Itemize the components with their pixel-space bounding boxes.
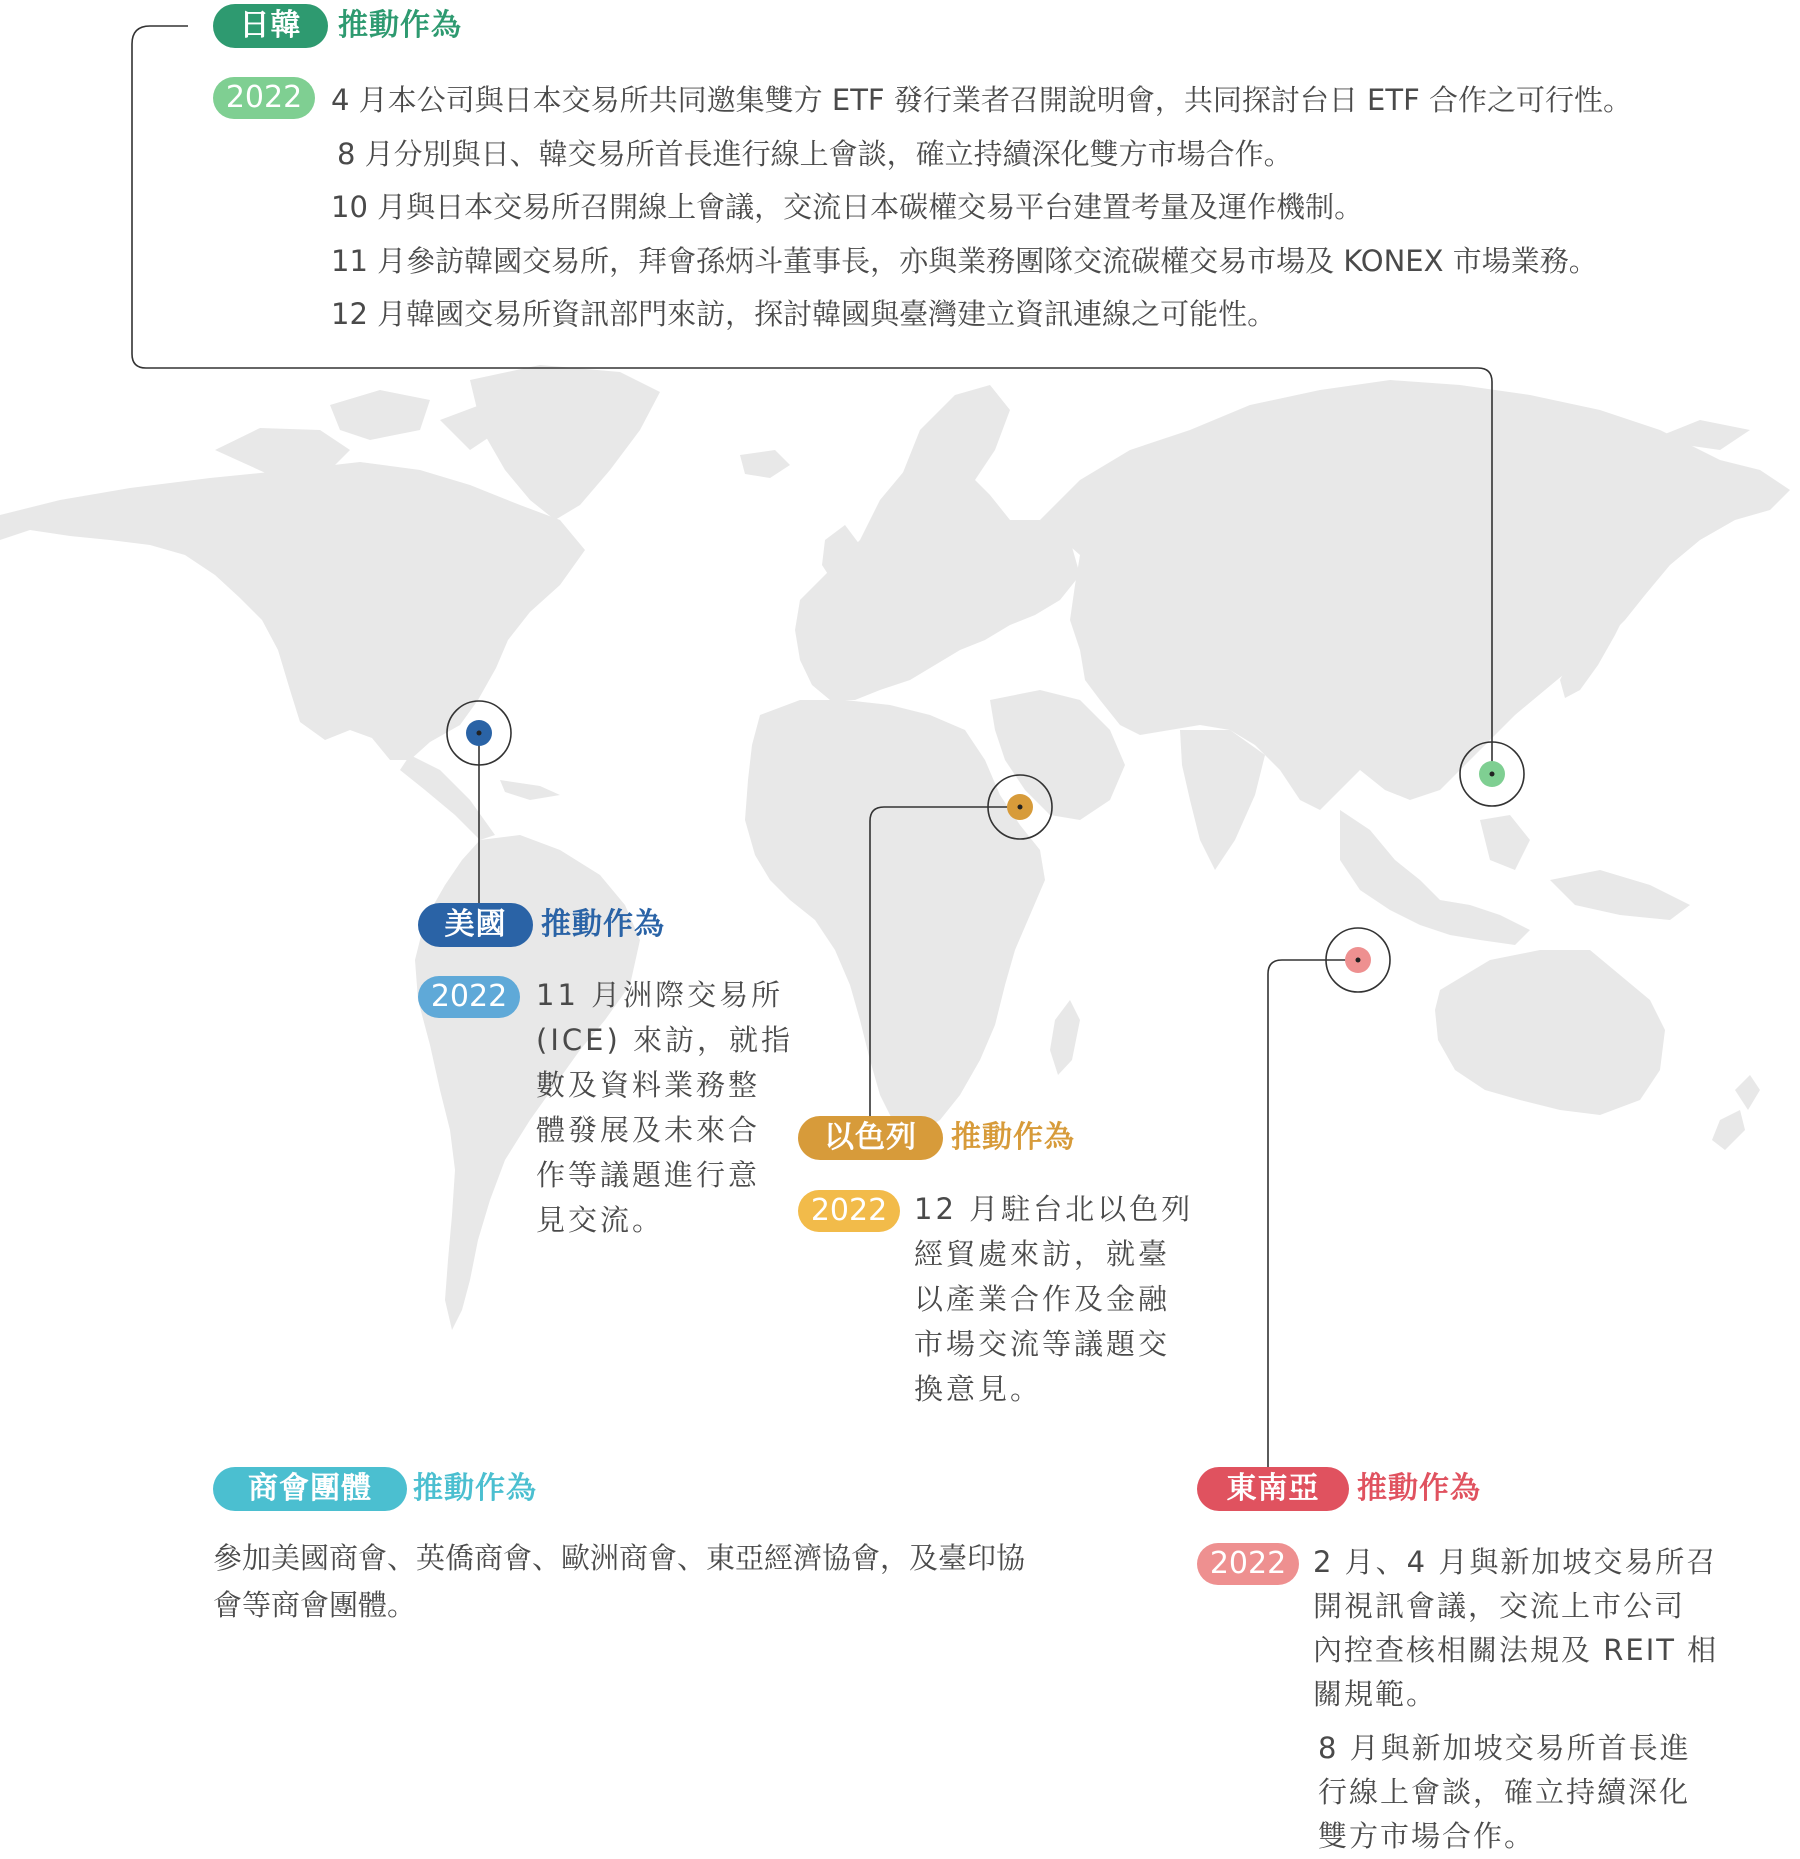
japan-korea-region-badge: 日韓: [213, 4, 328, 48]
sea-connector: [1268, 960, 1358, 1468]
usa-region-badge: 美國: [418, 903, 533, 947]
japan-korea-activities: [331, 74, 1632, 342]
israel-year-badge: 2022: [798, 1190, 900, 1232]
israel-region-badge: 以色列: [798, 1116, 943, 1160]
usa-year-badge: 2022: [418, 976, 520, 1018]
israel-activity: 12 月駐台北以色列 經貿處來訪，就臺 以產業合作及金融 市場交流等議題交 換意見。: [914, 1192, 1194, 1406]
japan-korea-activity: 8 月分別與日、韓交易所首長進行線上會談，確立持續深化雙方市場合作。: [337, 136, 1293, 171]
usa-activity: 11 月洲際交易所 (ICE) 來訪，就指 數及資料業務整 體發展及未來合 作等議題進行意 見交流。: [536, 978, 793, 1237]
chamber-activity: 參加美國商會、英僑商會、歐洲商會、東亞經濟協會，及臺印協 會等商會團體。: [213, 1541, 1026, 1622]
japan-korea-heading: 推動作為: [338, 8, 462, 43]
israel-heading: 推動作為: [951, 1120, 1075, 1155]
southeast-asia-year-badge: 2022: [1197, 1543, 1299, 1585]
southeast-asia-region-badge: 東南亞: [1197, 1467, 1349, 1511]
continents: [0, 365, 1790, 1330]
japan-korea-year-badge: 2022: [213, 77, 315, 119]
japan-korea-activity: 12 月韓國交易所資訊部門來訪，探討韓國與臺灣建立資訊連線之可能性。: [331, 297, 1277, 331]
asia-landmass: [1040, 380, 1790, 810]
australia-landmass: [1435, 950, 1665, 1115]
chamber-region-badge: 商會團體: [213, 1467, 407, 1511]
southeast-asia-activity-2: 8 月與新加坡交易所首長進 行線上會談，確立持續深化 雙方市場合作。: [1318, 1731, 1691, 1853]
north-america-landmass: [0, 462, 585, 760]
usa-heading: 推動作為: [541, 907, 665, 942]
southeast-asia-activity-1: 2 月、4 月與新加坡交易所召 開視訊會議，交流上市公司 內控查核相關法規及 REIT 相 關規範。: [1313, 1545, 1719, 1711]
southeast-asia-heading: 推動作為: [1357, 1471, 1481, 1506]
japan-korea-activity: 4 月本公司與日本交易所共同邀集雙方 ETF 發行業者召開說明會，共同探討台日 ETF 合作之可行性。: [331, 83, 1632, 117]
japan-korea-activity: 11 月參訪韓國交易所，拜會孫炳斗董事長，亦與業務團隊交流碳權交易市場及 KONEX 市場業務。: [331, 243, 1598, 278]
japan-korea-activity: 10 月與日本交易所召開線上會議，交流日本碳權交易平台建置考量及運作機制。: [331, 190, 1364, 224]
chamber-heading: 推動作為: [413, 1471, 537, 1506]
